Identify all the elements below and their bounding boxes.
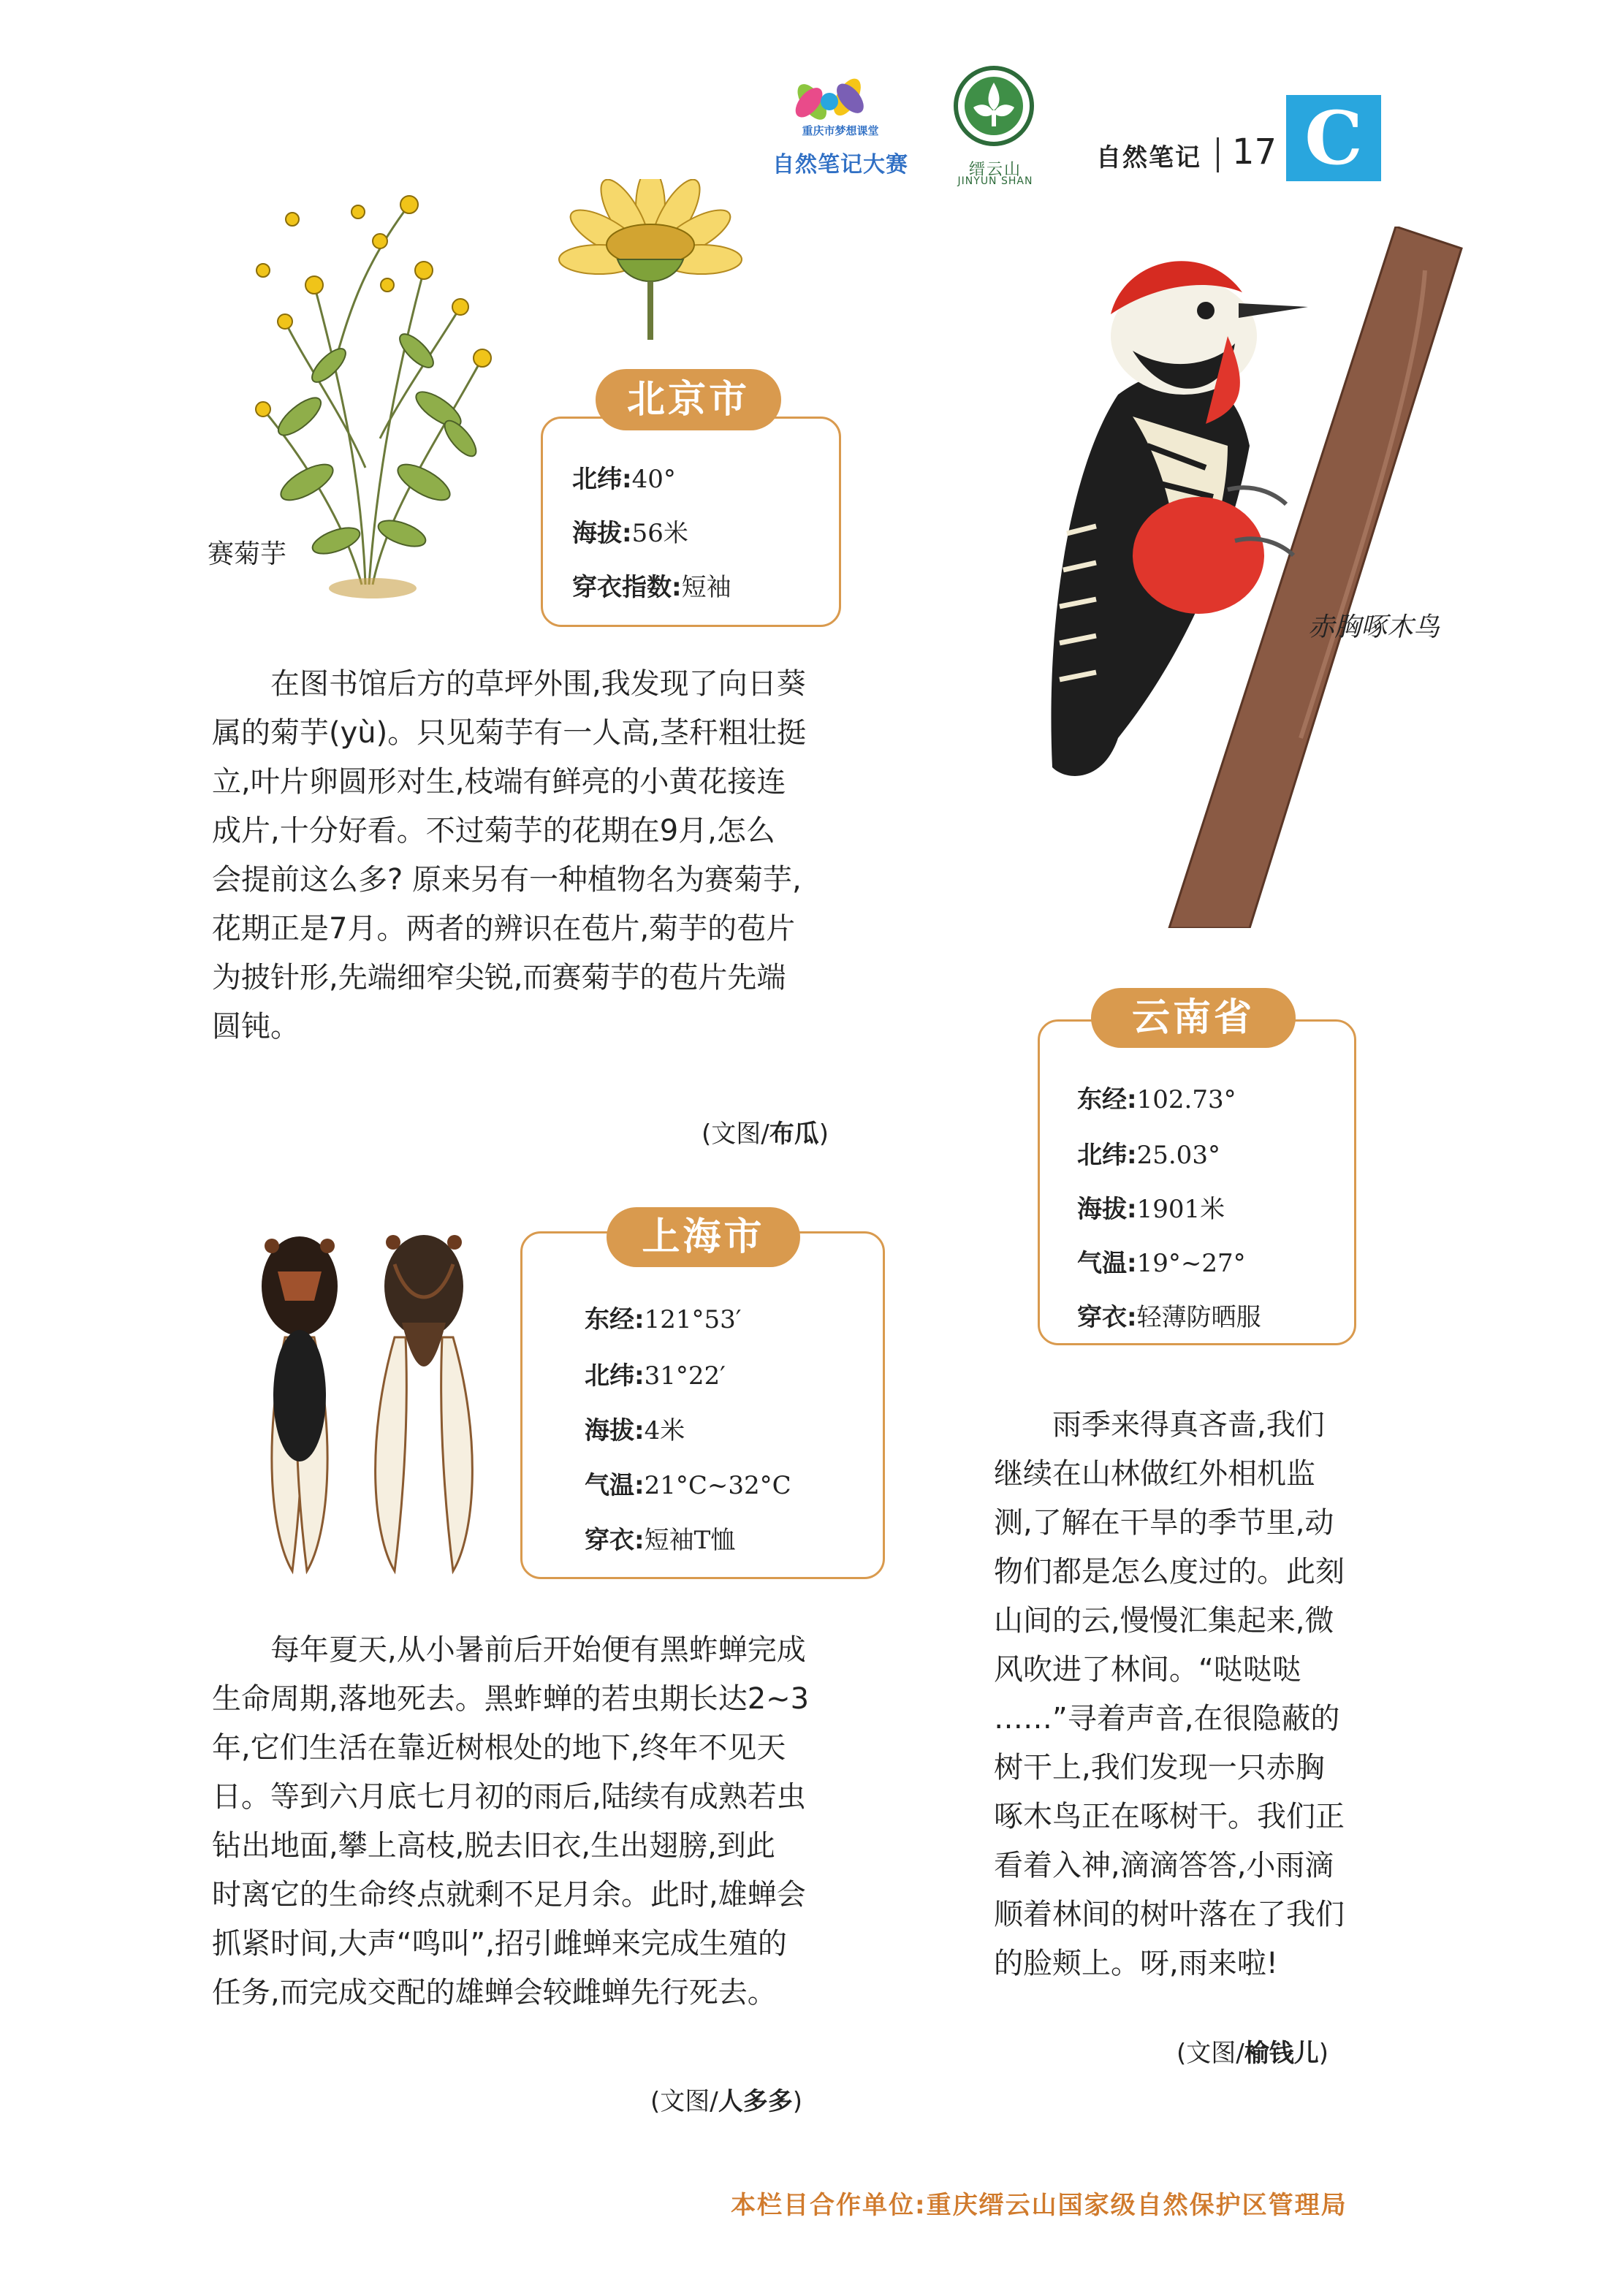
- beijing-clothing: 穿衣指数:短袖: [572, 573, 731, 602]
- shanghai-title: 上海市: [607, 1207, 800, 1267]
- yunnan-clothing: 穿衣:轻薄防晒服: [1077, 1303, 1261, 1332]
- yunnan-latitude: 北纬:25.03°: [1077, 1141, 1220, 1170]
- shanghai-clothing: 穿衣:短袖T恤: [585, 1526, 736, 1555]
- yunnan-credit: (文图/榆钱儿): [1177, 2039, 1329, 2068]
- shanghai-longitude: 东经:121°53′: [585, 1305, 742, 1334]
- plant-caption: 赛菊芋: [208, 539, 287, 569]
- yunnan-longitude: 东经:102.73°: [1077, 1085, 1236, 1114]
- footer-partner-note: 本栏目合作单位:重庆缙云山国家级自然保护区管理局: [731, 2191, 1348, 2220]
- shanghai-altitude: 海拔:4米: [585, 1416, 685, 1445]
- beijing-credit: (文图/布瓜): [702, 1120, 829, 1149]
- page-number: 17: [1232, 132, 1277, 172]
- logo-mid-subtitle: JINYUN SHAN: [957, 175, 1033, 187]
- logo-left-subtitle: 重庆市梦想课堂: [802, 124, 879, 137]
- yunnan-temperature: 气温:19°~27°: [1077, 1249, 1246, 1278]
- beijing-latitude: 北纬:40°: [572, 465, 676, 494]
- yunnan-paragraph: 雨季来得真吝啬,我们 继续在山林做红外相机监 测,了解在干旱的季节里,动 物们都是怎么度过的。此刻 山间的云,慢慢汇集起来,微 风吹进了林间。“哒哒哒 ……”寻着声音,在很隐蔽的 树干上,我们发现一只赤胸 啄木鸟正在啄树干。我们正 看着入神,滴滴答答,小雨滴 顺着林间的树叶落在了我们 的脸颊上。呀,雨来啦!: [994, 1408, 1345, 1980]
- shanghai-temperature: 气温:21°C~32°C: [585, 1471, 791, 1500]
- sunflower-illustration: [548, 179, 753, 362]
- shanghai-credit: (文图/人多多): [650, 2087, 802, 2116]
- yunnan-title: 云南省: [1091, 988, 1296, 1048]
- shanghai-latitude: 北纬:31°22′: [585, 1361, 726, 1391]
- shanghai-paragraph: 每年夏天,从小暑前后开始便有黑蚱蝉完成 生命周期,落地死去。黑蚱蝉的若虫期长达2~3 年,它们生活在靠近树根处的地下,终年不见天 日。等到六月底七月初的雨后,陆续有成熟若虫 钻出地面,攀上高枝,脱去旧衣,生出翅膀,到此 时离它的生命终点就剩不足月余。此时,雄蝉会 抓紧时间,大声“鸣叫”,招引雌蝉来完成生殖的 任务,而完成交配的雄蝉会较雌蝉先行死去。: [212, 1633, 810, 2010]
- woodpecker-illustration: [987, 227, 1498, 928]
- section-divider: [1217, 137, 1219, 172]
- logo-left-title: 自然笔记大赛: [772, 152, 908, 178]
- bird-caption: 赤胸啄木鸟: [1308, 612, 1440, 642]
- yunnan-altitude: 海拔:1901米: [1077, 1195, 1225, 1224]
- beijing-paragraph: 在图书馆后方的草坪外围,我发现了向日葵 属的菊芋(yù)。只见菊芋有一人高,茎秆粗壮挺 立,叶片卵圆形对生,枝端有鲜亮的小黄花接连 成片,十分好看。不过菊芋的花期在9月,怎么 会提前这么多? 原来另有一种植物名为赛菊芋, 花期正是7月。两者的辨识在苞片,菊芋的苞片 为披针形,先端细窄尖锐,而赛菊芋的苞片先端 圆钝。: [212, 667, 806, 1044]
- section-name: 自然笔记: [1096, 143, 1201, 172]
- beijing-title: 北京市: [596, 369, 781, 430]
- cicada-illustration: [212, 1220, 497, 1578]
- beijing-altitude: 海拔:56米: [572, 519, 688, 548]
- logo-mid-title: 缙云山: [968, 161, 1022, 179]
- section-letter-badge: C: [1286, 95, 1381, 181]
